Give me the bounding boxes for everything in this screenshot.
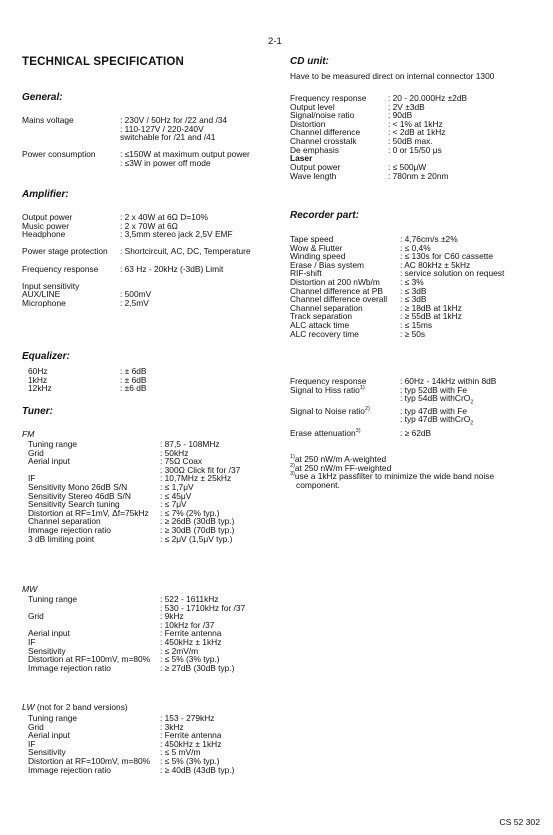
spec-row — [28, 367, 288, 376]
equalizer-heading: Equalizer: — [22, 351, 70, 362]
spec-value: : 2 x 40W at 6Ω D=10% — [120, 212, 208, 222]
spec-label: Channel difference — [290, 127, 361, 138]
general-table — [22, 116, 282, 168]
spec-label: Headphone — [22, 229, 66, 240]
spec-value: : < 1% at 1kHz — [388, 118, 443, 129]
spec-value: : ≤ 45μV — [160, 490, 192, 501]
spec-label: Tuning range — [28, 713, 78, 723]
spec-value: : Shortcircuit, AC, DC, Temperature — [120, 246, 251, 257]
spec-label: Power stage protection — [22, 246, 108, 257]
spec-value: : 530 - 1710kHz for /37 — [160, 602, 246, 613]
spec-label: Mains voltage — [22, 115, 74, 125]
spec-value: : ≤ 500μW — [388, 162, 427, 172]
general-heading: General: — [22, 92, 63, 103]
cd-intro: Have to be measured direct on internal connector 1300 — [290, 71, 495, 81]
spec-value: : AC 80kHz ± 5kHz — [400, 259, 471, 270]
spec-value: : 522 - 1611kHz — [160, 594, 219, 604]
noise-label: Signal to Noise ratio — [290, 405, 365, 416]
spec-label: Output power — [290, 162, 341, 172]
cd-table — [290, 94, 545, 154]
spec-row — [22, 247, 282, 256]
recorder-extra — [290, 377, 545, 438]
footnotes — [290, 455, 545, 489]
spec-label: ALC recovery time — [290, 328, 359, 339]
spec-label — [290, 429, 361, 438]
spec-value: : 110-127V / 220-240V — [120, 123, 204, 134]
spec-value: : 10kHz for /37 — [160, 619, 215, 630]
spec-label: Wow & Flutter — [290, 242, 343, 253]
spec-value: : ≥ 26dB (30dB typ.) — [160, 516, 235, 527]
spec-row — [28, 612, 288, 621]
spec-value: : Ferrite antenna — [160, 628, 222, 639]
spec-value: : service solution on request — [400, 268, 505, 279]
spec-value: : 9kHz — [160, 611, 184, 622]
spec-value: : ≥ 55dB at 1kHz — [400, 311, 462, 322]
spec-row — [28, 740, 288, 749]
spec-value: : 60Hz - 14kHz within 8dB — [400, 376, 497, 386]
spec-label: Frequency response — [22, 263, 99, 274]
spec-value: : 230V / 50Hz for /22 and /34 — [120, 115, 228, 125]
spec-row — [28, 731, 288, 740]
amplifier-table — [22, 213, 282, 308]
spec-label: Sensitivity Stereo 46dB S/N — [28, 490, 131, 501]
spec-label — [290, 386, 365, 395]
spec-row — [28, 466, 288, 475]
spec-label: ALC attack time — [290, 319, 350, 330]
spec-value: : 2V ±3dB — [388, 101, 425, 112]
lw-heading-note: (not for 2 band versions) — [34, 702, 128, 712]
spec-value: : 90dB — [388, 110, 413, 121]
spec-value: : ±6 dB — [120, 383, 147, 394]
spec-value: : 500mV — [120, 289, 152, 300]
cd-heading: CD unit: — [290, 56, 329, 67]
page-title: TECHNICAL SPECIFICATION — [22, 56, 184, 68]
spec-value: : typ 47dB with Fe — [400, 405, 468, 416]
spec-label: Output power — [22, 212, 73, 222]
mw-table — [28, 595, 288, 672]
spec-label: Distortion at RF=100mV, m=80% — [28, 654, 151, 665]
spec-value: : Ferrite antenna — [160, 730, 222, 741]
spec-value: : 3kHz — [160, 721, 184, 732]
spec-label: Aerial input — [28, 456, 70, 467]
spec-label: Sensitivity Search tuning — [28, 499, 120, 510]
spec-label: Aerial input — [28, 730, 70, 741]
tuner-heading: Tuner: — [22, 406, 53, 417]
spec-value: : ≥ 40dB (43dB typ.) — [160, 764, 235, 775]
spec-label: Distortion — [290, 118, 326, 129]
footnote-text: at 250 nW/m A-weighted — [294, 454, 387, 464]
spec-value: : < 2dB at 1kHz — [388, 127, 446, 138]
recorder-heading: Recorder part: — [290, 210, 359, 221]
spec-row — [290, 330, 545, 339]
spec-label: Sensitivity — [28, 645, 66, 656]
mw-heading: MW — [22, 584, 38, 594]
spec-label: Output level — [290, 101, 335, 112]
spec-value: : ≥ 27dB (30dB typ.) — [160, 662, 235, 673]
spec-row — [28, 535, 288, 544]
spec-row — [28, 604, 288, 613]
spec-value: : 300Ω Click fit for /37 — [160, 464, 241, 475]
equalizer-table — [28, 367, 288, 393]
page-number: 2-1 — [268, 36, 282, 47]
spec-value: : 87,5 - 108MHz — [160, 439, 220, 449]
spec-label: Erase / Bias system — [290, 259, 365, 270]
spec-label: Signal/noise ratio — [290, 110, 355, 121]
lw-heading-line — [22, 703, 128, 712]
laser-heading: Laser — [290, 153, 313, 163]
spec-row — [22, 265, 282, 274]
spec-label: Distortion at RF=1mV, Δf=75kHz — [28, 507, 149, 518]
spec-value: : 3,5mm stereo jack 2,5V EMF — [120, 229, 233, 240]
spec-label: 3 dB limiting point — [28, 533, 95, 544]
spec-value: : ≤ 5% (3% typ.) — [160, 654, 220, 665]
spec-value: : 2,5mV — [120, 297, 149, 308]
spec-value: : ≥ 62dB — [400, 427, 432, 438]
spec-row — [28, 766, 288, 775]
spec-row — [28, 384, 288, 393]
spec-label — [290, 407, 370, 416]
spec-label: Channel separation — [290, 302, 363, 313]
spec-label: Channel difference overall — [290, 294, 388, 305]
spec-label: Power consumption — [22, 149, 96, 160]
fm-table — [28, 440, 288, 543]
spec-row — [22, 159, 282, 168]
recorder-erase-row — [290, 429, 545, 438]
laser-table — [290, 163, 545, 180]
spec-value: : 50kHz — [160, 447, 189, 458]
spec-value: : ≤ 7μV — [160, 499, 187, 510]
subscript: 2 — [470, 399, 474, 406]
spec-value: : 780nm ± 20nm — [388, 170, 449, 181]
spec-label: Tape speed — [290, 234, 334, 244]
spec-label: Immage rejection ratio — [28, 524, 111, 535]
spec-value: : 4,76cm/s ±2% — [400, 234, 458, 244]
spec-row — [290, 146, 545, 155]
spec-label: Input sensitivity — [22, 280, 80, 291]
spec-label: IF — [28, 636, 36, 647]
spec-label: Immage rejection ratio — [28, 764, 111, 775]
spec-value: : 450kHz ± 1kHz — [160, 636, 222, 647]
recorder-hiss-row-2 — [290, 393, 545, 406]
spec-value: : typ 52dB with Fe — [400, 384, 468, 395]
spec-label: Tuning range — [28, 594, 78, 604]
spec-label: Grid — [28, 447, 44, 458]
spec-value: : ± 6dB — [120, 374, 147, 385]
footnote-mark: 1) — [359, 384, 365, 391]
spec-value: : ≤ 3dB — [400, 294, 427, 305]
spec-label: Channel difference at PB — [290, 285, 383, 296]
spec-row — [22, 133, 282, 142]
spec-label: De emphasis — [290, 144, 339, 155]
recorder-table — [290, 235, 545, 338]
amplifier-heading: Amplifier: — [22, 189, 69, 200]
spec-row — [28, 664, 288, 673]
footnote-text: use a 1kHz passfilter to minimize the wide band noise — [294, 471, 495, 482]
spec-value: : ≤ 1,7μV — [160, 481, 194, 492]
spec-value: : ≤ 15ms — [400, 319, 433, 330]
spec-label: Wave length — [290, 170, 337, 181]
spec-label: 60Hz — [28, 366, 48, 376]
spec-value — [400, 414, 474, 428]
spec-value: : 2 x 70W at 6Ω — [120, 220, 178, 231]
footnote-mark: 3) — [355, 428, 361, 435]
footnote-mark: 3) — [290, 471, 295, 478]
spec-value: : 75Ω Coax — [160, 456, 203, 467]
spec-row — [22, 230, 282, 239]
spec-label: IF — [28, 738, 36, 749]
footnote-mark: 1) — [290, 454, 295, 461]
noise-cro: : typ 47dB withCrO — [400, 414, 471, 425]
footnote-text: at 250 nW/m FF-weighted — [294, 462, 392, 473]
spec-label: Grid — [28, 721, 44, 732]
recorder-noise-row-2 — [290, 414, 545, 428]
spec-row — [290, 172, 545, 181]
spec-label: Frequency response — [290, 376, 367, 386]
lw-heading: LW — [22, 702, 35, 712]
spec-value: switchable for /21 and /41 — [120, 132, 216, 143]
footnote — [290, 481, 545, 490]
spec-label: Grid — [28, 611, 44, 622]
footnote-mark: 2) — [364, 405, 370, 412]
hiss-cro: : typ 54dB withCrO — [400, 393, 471, 404]
spec-label: AUX/LINE — [22, 289, 61, 300]
spec-row — [28, 638, 288, 647]
spec-row — [28, 376, 288, 385]
spec-value: : ≤150W at maximum output power — [120, 149, 250, 160]
spec-label: Microphone — [22, 297, 66, 308]
fm-heading: FM — [22, 429, 35, 439]
spec-row — [22, 282, 282, 291]
spec-label: Channel separation — [28, 516, 101, 527]
spec-label: Aerial input — [28, 628, 70, 639]
lw-table — [28, 714, 288, 774]
erase-label: Erase attenuation — [290, 427, 356, 438]
spec-value: : ≤ 5 mV/m — [160, 747, 201, 758]
spec-value: : ≤ 130s for C60 cassette — [400, 251, 494, 262]
spec-value: : ≤ 3% — [400, 276, 424, 287]
spec-label: Distortion at RF=100mV, m=80% — [28, 755, 151, 766]
spec-value: : ≤ 7% (2% typ.) — [160, 507, 220, 518]
spec-label: Channel crosstalk — [290, 135, 357, 146]
hiss-label: Signal to Hiss ratio — [290, 384, 360, 395]
spec-label: Sensitivity Mono 26dB S/N — [28, 481, 128, 492]
spec-row — [28, 714, 288, 723]
spec-value: : ≤ 2μV (1,5μV typ.) — [160, 533, 233, 544]
spec-row — [28, 457, 288, 466]
spec-value: : ≥ 30dB (70dB typ.) — [160, 524, 235, 535]
spec-value: : ≤ 3dB — [400, 285, 427, 296]
spec-label: Immage rejection ratio — [28, 662, 111, 673]
spec-value: : ≥ 18dB at 1kHz — [400, 302, 462, 313]
spec-value: : ≥ 50s — [400, 328, 426, 339]
spec-value: : ≤ 0,4% — [400, 242, 431, 253]
spec-label: Frequency response — [290, 93, 367, 103]
spec-value: : ≤3W in power off mode — [120, 157, 211, 168]
spec-row — [22, 299, 282, 308]
spec-label: Sensitivity — [28, 747, 66, 758]
spec-label: 1kHz — [28, 374, 48, 385]
spec-value: : 153 - 279kHz — [160, 713, 215, 723]
spec-value: : ≤ 2mV/m — [160, 645, 199, 656]
spec-row — [28, 629, 288, 638]
document-code: CS 52 302 — [499, 817, 540, 828]
spec-value: : 20 - 20.000Hz ±2dB — [388, 93, 468, 103]
spec-label: IF — [28, 473, 36, 484]
spec-value: : ≤ 5% (3% typ.) — [160, 755, 220, 766]
spec-value: : 10,7MHz ± 25kHz — [160, 473, 232, 484]
spec-label: Music power — [22, 220, 70, 231]
spec-value: : 450kHz ± 1kHz — [160, 738, 222, 749]
spec-label: Tuning range — [28, 439, 78, 449]
spec-label: 12kHz — [28, 383, 52, 394]
spec-label: Distortion at 200 nWb/m — [290, 276, 380, 287]
spec-value: : 50dB max. — [388, 135, 433, 146]
spec-row — [28, 440, 288, 449]
footnote-text: component. — [296, 479, 340, 490]
spec-value: : 0 or 15/50 μs — [388, 144, 442, 155]
spec-value: : ± 6dB — [120, 366, 147, 376]
spec-value — [400, 393, 474, 406]
spec-label: RIF-shift — [290, 268, 322, 279]
spec-row — [28, 595, 288, 604]
footnote-mark: 2) — [290, 462, 295, 469]
spec-label: Winding speed — [290, 251, 346, 262]
subscript: 2 — [470, 421, 474, 428]
spec-label: Track separation — [290, 311, 353, 322]
spec-value: : 63 Hz - 20kHz (-3dB) Limit — [120, 263, 224, 274]
